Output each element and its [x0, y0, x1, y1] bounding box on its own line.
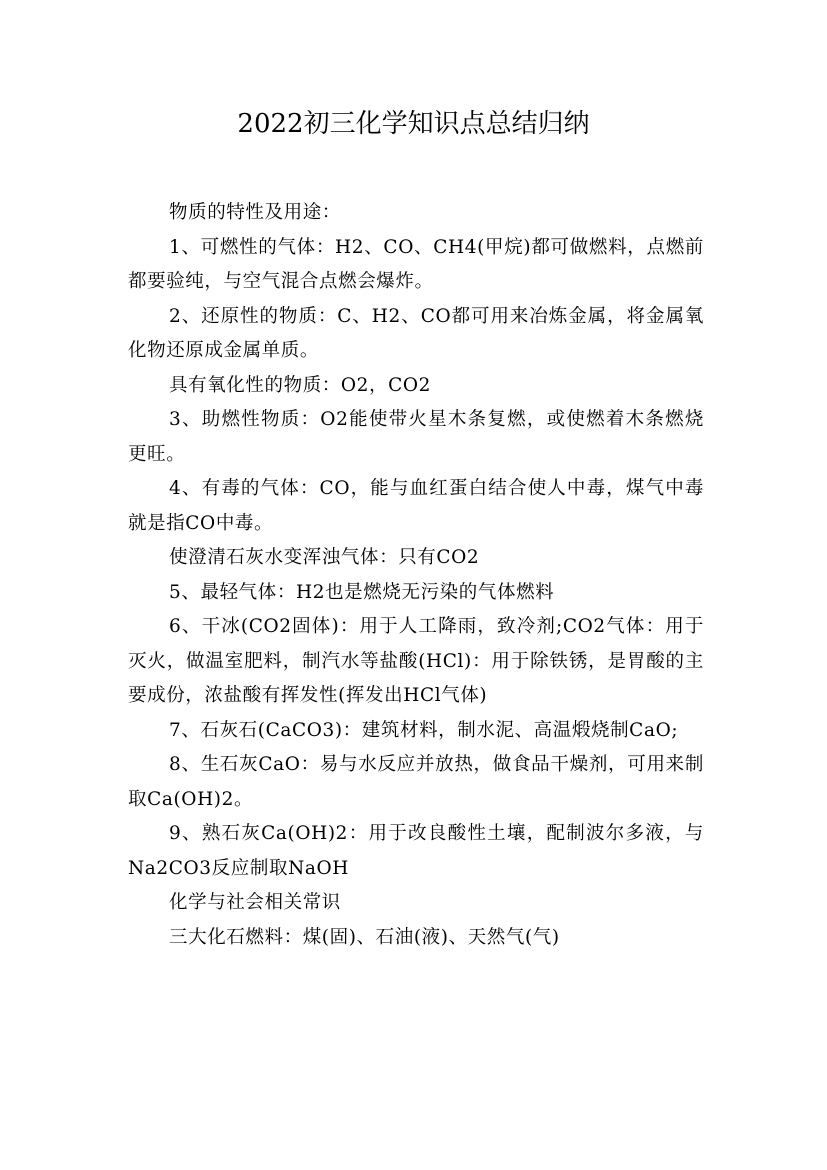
- paragraph-society-heading: 化学与社会相关常识: [169, 892, 341, 913]
- document-body: [128, 196, 704, 955]
- paragraph-oxidizing-substances: 具有氧化性的物质：O2，CO2: [169, 374, 432, 396]
- paragraph-quicklime: 8、生石灰CaO：易与水反应并放热，做食品干燥剂，可用来制取Ca(OH)2。: [128, 754, 704, 810]
- paragraph-slaked-lime: 9、熟石灰Ca(OH)2：用于改良酸性土壤，配制波尔多液，与Na2CO3反应制取NaOH: [128, 823, 704, 879]
- paragraph-combustion-supporting: 3、助燃性物质：O2能使带火星木条复燃，或使燃着木条燃烧更旺。: [128, 409, 704, 465]
- paragraph-reducing-substances: 2、还原性的物质：C、H2、CO都可用来冶炼金属，将金属氧化物还原成金属单质。: [128, 305, 704, 361]
- paragraph-fossil-fuels: 三大化石燃料：煤(固)、石油(液)、天然气(气): [169, 926, 560, 948]
- document-title: 2022初三化学知识点总结归纳: [237, 109, 590, 139]
- paragraph-lightest-gas: 5、最轻气体：H2也是燃烧无污染的气体燃料: [169, 581, 555, 603]
- paragraph-limestone: 7、石灰石(CaCO3)：建筑材料，制水泥、高温煅烧制CaO;: [169, 719, 679, 741]
- paragraph-flammable-gases: 1、可燃性的气体：H2、CO、CH4(甲烷)都可做燃料，点燃前都要验纯，与空气混合点燃会爆炸。: [128, 236, 704, 292]
- paragraph-toxic-gases: 4、有毒的气体：CO，能与血红蛋白结合使人中毒，煤气中毒就是指CO中毒。: [128, 478, 704, 534]
- paragraph-dry-ice-hcl: 6、干冰(CO2固体)：用于人工降雨，致冷剂;CO2气体：用于灭火，做温室肥料，制汽水等盐酸(HCl)：用于除铁锈，是胃酸的主要成份，浓盐酸有挥发性(挥发出HCl气体): [128, 616, 704, 706]
- paragraph-limewater-gas: 使澄清石灰水变浑浊气体：只有CO2: [169, 547, 480, 568]
- paragraph-properties-heading: 物质的特性及用途：: [169, 202, 341, 223]
